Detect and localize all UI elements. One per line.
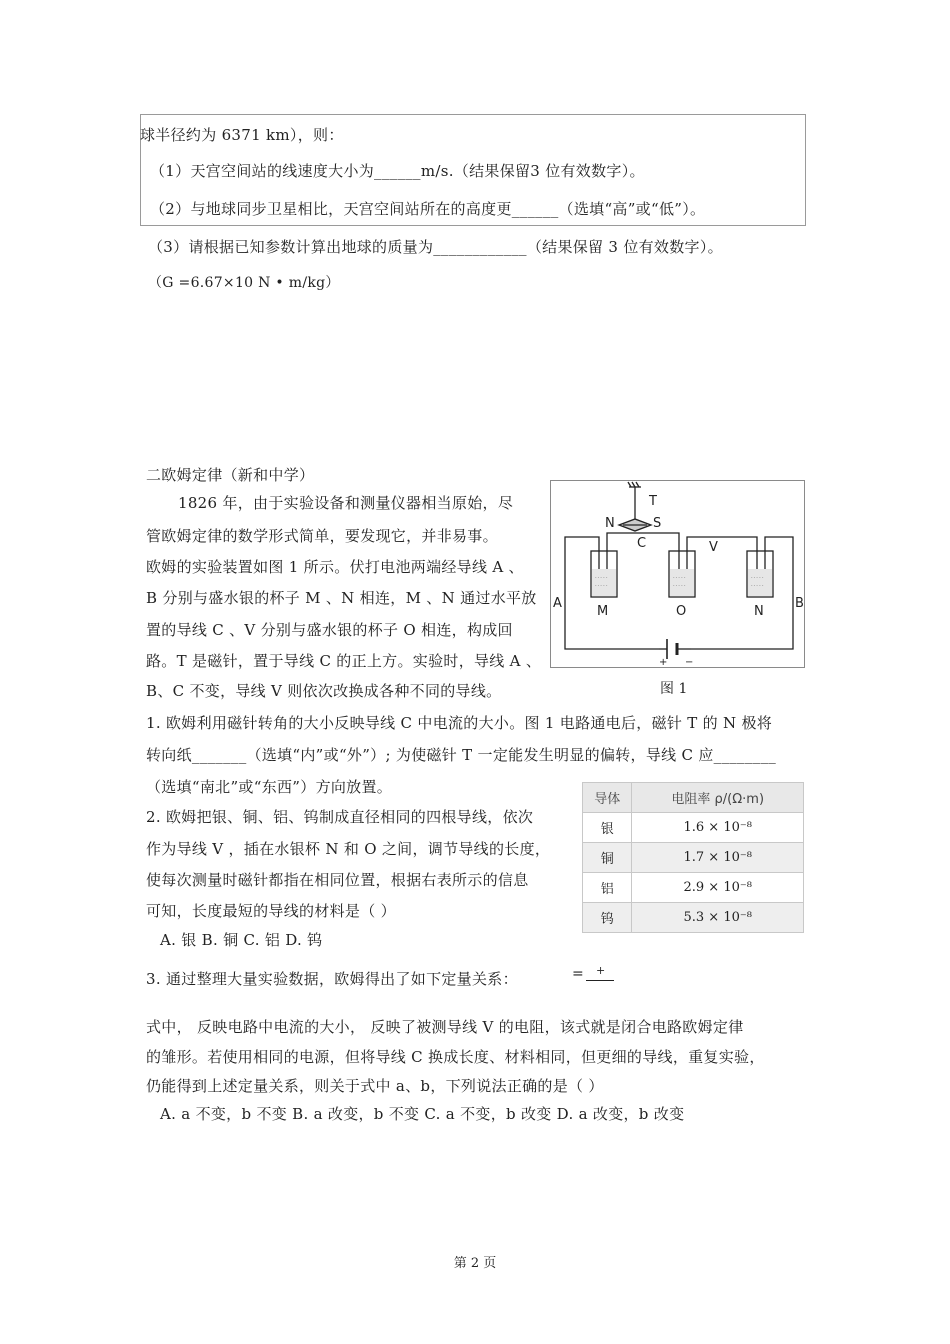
label-N: N [605, 516, 615, 531]
q3-line: 式中， 反映电路中电流的大小， 反映了被测导线 V 的电阻，该式就是闭合电路欧姆定律 [146, 1018, 744, 1036]
circuit-figure [550, 480, 805, 668]
material-cell: 铝 [583, 873, 632, 903]
box-line-2: （1）天宫空间站的线速度大小为______m/s.（结果保留3 位有效数字）。 [150, 162, 645, 180]
intro-line: 置的导线 C 、V 分别与盛水银的杯子 O 相连，构成回 [146, 621, 513, 639]
q3-options: A. a 不变，b 不变 B. a 改变，b 不变 C. a 不变，b 改变 D. a 改变，b 改变 [160, 1105, 685, 1123]
q2-line: 2. 欧姆把银、铜、铝、钨制成直径相同的四根导线，依次 [146, 808, 534, 826]
table-header: 导体 [583, 783, 632, 813]
table-header: 电阻率 ρ/(Ω·m) [632, 783, 804, 813]
material-cell: 银 [583, 813, 632, 843]
label-N-cup: N [754, 604, 764, 619]
q3-line: 的雏形。若使用相同的电源，但将导线 C 换成长度、材料相同，但更细的导线，重复实验， [146, 1048, 765, 1066]
label-S: S [653, 516, 662, 531]
svg-text:- - - - -: - - - - - [595, 583, 608, 588]
intro-line: 管欧姆定律的数学形式简单，要发现它，并非易事。 [146, 527, 498, 545]
formula-fraction-bar [586, 980, 614, 981]
formula-plus: + [596, 964, 606, 977]
page-number: 第 2 页 [453, 1256, 497, 1271]
label-B: B [795, 596, 804, 611]
q1-line: 1. 欧姆利用磁针转角的大小反映导线 C 中电流的大小。图 1 电路通电后，磁针 T 的 N 极将 [146, 714, 773, 732]
table-row [583, 813, 804, 843]
q1-line: （选填“南北”或“东西”）方向放置。 [146, 778, 393, 796]
label-M: M [597, 604, 609, 619]
table-row [583, 843, 804, 873]
svg-text:- - - - -: - - - - - [751, 583, 764, 588]
box-line-3: （2）与地球同步卫星相比，天宫空间站所在的高度更______（选填“高”或“低”）。 [150, 200, 706, 218]
q2-line: 可知，长度最短的导线的材料是（ ） [146, 902, 396, 920]
label-minus: − [685, 657, 694, 667]
table-row [583, 903, 804, 933]
material-cell: 铜 [583, 843, 632, 873]
q1-line: 转向纸_______（选填“内”或“外”）; 为使磁针 T 一定能发生明显的偏转，导线 C 应________ [146, 746, 777, 764]
svg-text:- - - - -: - - - - - [595, 575, 608, 580]
svg-text:- - - - -: - - - - - [673, 575, 686, 580]
intro-line: B、C 不变，导线 V 则依次改换成各种不同的导线。 [146, 682, 502, 700]
label-C: C [637, 536, 647, 551]
table-row [583, 873, 804, 903]
label-T: T [649, 494, 657, 509]
box-line-1: 球半径约为 6371 km），则： [140, 126, 344, 144]
resistivity-cell: 1.6 × 10⁻⁸ [632, 813, 804, 843]
intro-line: 1826 年，由于实验设备和测量仪器相当原始，尽 [178, 494, 514, 512]
svg-text:- - - - -: - - - - - [751, 575, 764, 580]
q2-options: A. 银 B. 铜 C. 铝 D. 钨 [160, 931, 323, 949]
intro-line: 路。T 是磁针，置于导线 C 的正上方。实验时，导线 A 、 [146, 652, 542, 670]
resistivity-cell: 1.7 × 10⁻⁸ [632, 843, 804, 873]
label-plus: + [659, 657, 668, 667]
gravitational-constant-line: （G =6.67×10 N • m/kg） [148, 275, 340, 291]
q2-line: 作为导线 V ，插在水银杯 N 和 O 之间，调节导线的长度， [146, 840, 551, 858]
formula-equals: = [572, 966, 584, 982]
resistivity-table [582, 782, 804, 933]
q2-line: 使每次测量时磁针都指在相同位置，根据右表所示的信息 [146, 871, 529, 889]
svg-text:- - - - -: - - - - - [673, 583, 686, 588]
intro-line: 欧姆的实验装置如图 1 所示。伏打电池两端经导线 A 、 [146, 558, 524, 576]
circuit-diagram [551, 481, 804, 667]
label-V: V [709, 540, 718, 555]
resistivity-cell: 5.3 × 10⁻⁸ [632, 903, 804, 933]
section-title: 二欧姆定律（新和中学） [146, 466, 315, 484]
figure-caption: 图 1 [660, 681, 688, 697]
intro-line: B 分别与盛水银的杯子 M 、N 相连，M 、N 通过水平放 [146, 589, 537, 607]
q3-line: 仍能得到上述定量关系，则关于式中 a、b，下列说法正确的是（ ） [146, 1077, 604, 1095]
material-cell: 钨 [583, 903, 632, 933]
resistivity-cell: 2.9 × 10⁻⁸ [632, 873, 804, 903]
question-3-line: （3）请根据已知参数计算出地球的质量为____________（结果保留 3 位有效数字）。 [148, 238, 723, 256]
q3-lead: 3. 通过整理大量实验数据，欧姆得出了如下定量关系： [146, 970, 518, 988]
label-O: O [676, 604, 687, 619]
label-A: A [553, 596, 562, 611]
